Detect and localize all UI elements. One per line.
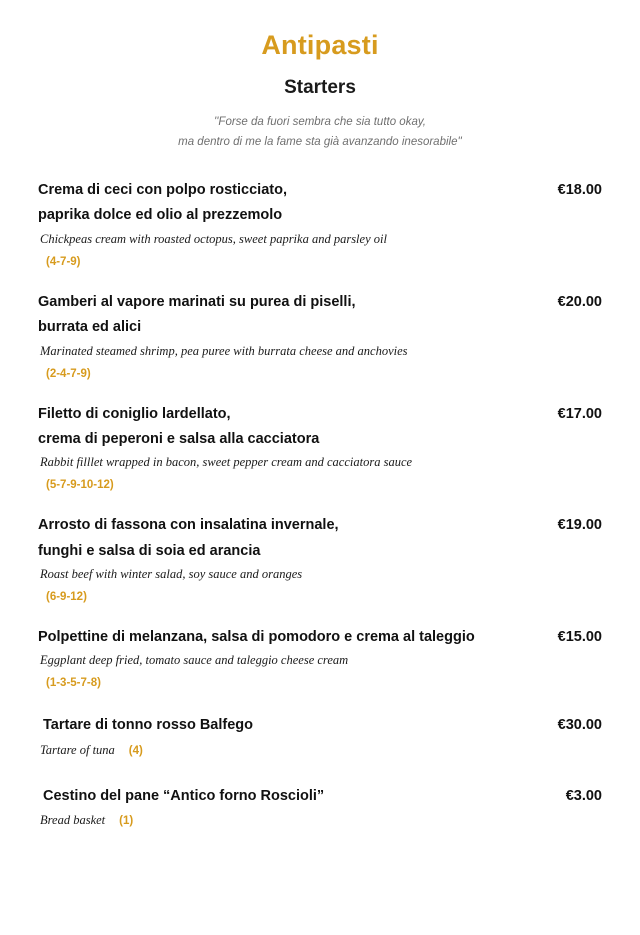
menu-item-description: Marinated steamed shrimp, pea puree with burrata cheese and anchovies — [40, 343, 408, 358]
menu-item-name-line: burrata ed alici — [38, 319, 142, 336]
menu-item-price: €19.00 — [557, 517, 602, 534]
menu-item — [38, 513, 602, 603]
quote-line-1: ''Forse da fuori sembra che sia tutto okay, — [214, 116, 426, 128]
menu-page — [0, 30, 640, 935]
menu-item-name-line: Gamberi al vapore marinati su purea di piselli, — [38, 293, 356, 310]
menu-item-name-line: paprika dolce ed olio al prezzemolo — [38, 207, 283, 224]
menu-item-allergens: (1) — [119, 815, 134, 828]
menu-item-name — [38, 178, 540, 229]
menu-item-name-line: Cestino del pane “Antico forno Roscioli” — [43, 787, 325, 804]
menu-item-description: Eggplant deep fried, tomato sauce and taleggio cheese cream — [40, 653, 349, 668]
menu-item-header — [38, 290, 602, 341]
menu-item-name-line: crema di peperoni e salsa alla cacciatora — [38, 430, 320, 447]
menu-item-name — [38, 402, 540, 453]
menu-item-allergens: (1-3-5-7-8) — [46, 677, 101, 690]
menu-item — [38, 178, 602, 268]
page-subtitle: Starters — [284, 77, 356, 98]
menu-item — [38, 784, 602, 828]
menu-item-allergens: (5-7-9-10-12) — [46, 479, 114, 492]
menu-item-name-line: funghi e salsa di soia ed arancia — [38, 542, 261, 559]
menu-item-name-line: Tartare di tonno rosso Balfego — [43, 717, 254, 734]
menu-item-name — [38, 784, 540, 809]
menu-item-allergens: (2-4-7-9) — [46, 367, 91, 380]
menu-item-header — [38, 784, 602, 809]
menu-item-description: Tartare of tuna — [40, 742, 115, 757]
menu-item-name — [38, 513, 540, 564]
menu-item-price: €30.00 — [557, 717, 602, 734]
menu-item-header — [38, 513, 602, 564]
menu-item-price: €15.00 — [557, 629, 602, 646]
menu-item-allergens: (4) — [128, 744, 143, 757]
menu-item-header — [38, 178, 602, 229]
menu-items-list — [38, 178, 602, 828]
epigraph-quote — [38, 113, 602, 152]
menu-item-name-line: Arrosto di fassona con insalatina invernale, — [38, 517, 339, 534]
menu-item-description-row — [38, 813, 602, 828]
menu-item-name — [38, 625, 540, 650]
menu-item-description-row — [38, 743, 602, 758]
menu-item-name-line: Filetto di coniglio lardellato, — [38, 405, 231, 422]
menu-item-allergens: (6-9-12) — [46, 591, 87, 604]
menu-item-name — [38, 290, 540, 341]
menu-item — [38, 290, 602, 380]
menu-item — [38, 625, 602, 689]
menu-item-description: Bread basket — [40, 813, 106, 828]
menu-item-price: €18.00 — [557, 182, 602, 199]
menu-item — [38, 713, 602, 757]
page-title: Antipasti — [261, 30, 379, 60]
menu-item-price: €20.00 — [557, 293, 602, 310]
menu-item-description: Rabbit filllet wrapped in bacon, sweet pepper cream and cacciatora sauce — [40, 455, 413, 470]
menu-item-name-line: Crema di ceci con polpo rosticciato, — [38, 182, 287, 199]
menu-item-description: Chickpeas cream with roasted octopus, sweet paprika and parsley oil — [40, 231, 387, 246]
menu-item-header — [38, 713, 602, 738]
menu-item-name-line: Polpettine di melanzana, salsa di pomodoro e crema al taleggio — [38, 629, 475, 646]
menu-item-header — [38, 625, 602, 650]
menu-item — [38, 402, 602, 492]
menu-item-allergens: (4-7-9) — [46, 255, 81, 268]
quote-line-2: ma dentro di me la fame sta già avanzando inesorabile'' — [178, 135, 462, 148]
menu-item-price: €17.00 — [557, 405, 602, 422]
menu-item-header — [38, 402, 602, 453]
menu-item-price: €3.00 — [565, 787, 602, 804]
menu-item-description: Roast beef with winter salad, soy sauce and oranges — [40, 567, 303, 582]
menu-item-name — [38, 713, 540, 738]
